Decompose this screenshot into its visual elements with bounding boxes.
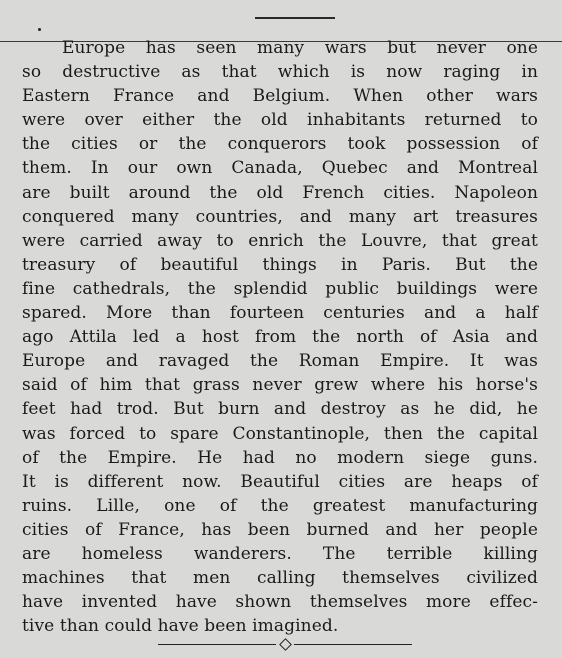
article-line: of the Empire. He had no modern siege guns.: [22, 447, 538, 468]
article-line: were over either the old inhabitants returned to: [22, 110, 538, 131]
top-divider-rule: [255, 17, 335, 19]
article-line: ruins. Lille, one of the greatest manufacturing: [22, 495, 538, 516]
article-line: was forced to spare Constantinople, then the capital: [22, 423, 538, 444]
ornament-rule-left: [158, 644, 276, 645]
article-line: feet had trod. But burn and destroy as he did, he: [22, 399, 538, 420]
bullet-dot: [38, 28, 41, 31]
ornament-rule-right: [294, 644, 412, 645]
article-line: cities of France, has been burned and her people: [22, 519, 538, 540]
article-line: Europe has seen many wars but never one: [62, 38, 538, 58]
article-body: [22, 36, 538, 638]
article-line: were carried away to enrich the Louvre, that great: [22, 230, 538, 251]
article-line: tive than could have been imagined.: [22, 616, 339, 637]
article-line: them. In our own Canada, Quebec and Montreal: [22, 158, 538, 179]
article-line: said of him that grass never grew where his horse's: [22, 375, 538, 396]
article-line: Eastern France and Belgium. When other wars: [22, 86, 538, 107]
article-line: are built around the old French cities. Napoleon: [22, 182, 538, 203]
article-line: spared. More than fourteen centuries and a half: [22, 303, 538, 324]
article-line: are homeless wanderers. The terrible killing: [22, 543, 538, 564]
article-line: so destructive as that which is now raging in: [22, 62, 538, 83]
article-line: have invented have shown themselves more effec-: [22, 592, 538, 613]
article-line: the cities or the conquerors took possession of: [22, 134, 538, 155]
diamond-icon: [279, 638, 292, 651]
article-line: It is different now. Beautiful cities are heaps of: [22, 471, 538, 492]
article-line: conquered many countries, and many art treasures: [22, 206, 538, 227]
article-line: ago Attila led a host from the north of Asia and: [22, 327, 538, 348]
article-line: treasury of beautiful things in Paris. But the: [22, 254, 538, 275]
article-line: machines that men calling themselves civilized: [22, 568, 538, 589]
article-line: fine cathedrals, the splendid public buildings were: [22, 278, 538, 299]
bottom-ornament-divider: [158, 641, 412, 649]
article-line: Europe and ravaged the Roman Empire. It was: [22, 351, 538, 372]
